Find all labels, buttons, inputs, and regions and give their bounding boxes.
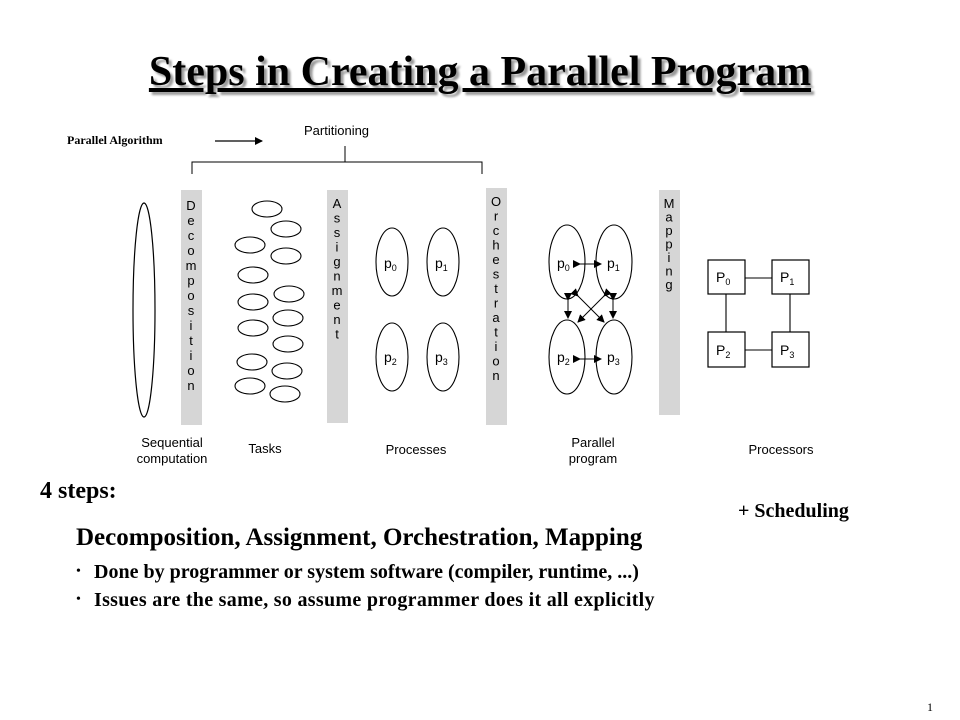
task-ellipse: [252, 201, 282, 217]
communication-arrows: [568, 264, 613, 359]
task-ellipse: [273, 336, 303, 352]
task-ellipse: [235, 378, 265, 394]
program-ellipse-p0: [549, 225, 585, 299]
processor-label-p0: $P_0$: [716, 269, 731, 287]
scheduling-note: + Scheduling: [738, 500, 849, 522]
caption-parallel-line1: Parallel: [571, 435, 615, 450]
process-label-p0: $p_0$: [384, 255, 397, 273]
processor-label-p1: $P_1$: [780, 269, 795, 287]
task-ellipse: [238, 267, 268, 283]
process-label-p3: $p_3$: [435, 349, 448, 367]
caption-processors: Processors: [748, 442, 814, 457]
page-title: Steps in Creating a Parallel Program: [148, 49, 812, 95]
task-ellipse: [271, 248, 301, 264]
task-ellipse: [238, 294, 268, 310]
steps-heading: 4 steps:: [40, 478, 117, 504]
process-ellipse-p0: [376, 228, 408, 296]
process-label-p1: $p_1$: [435, 255, 448, 273]
partitioning-bracket: [192, 162, 482, 174]
process-label-p2: $p_2$: [384, 349, 397, 367]
caption-sequential-line2: computation: [136, 451, 208, 466]
caption-processes: Processes: [385, 442, 447, 457]
sequential-computation-ellipse: [133, 203, 155, 417]
parallel-algorithm-label: Parallel Algorithm: [67, 133, 163, 147]
tasks-group: [235, 201, 304, 402]
program-label-p1: $p_1$: [607, 255, 620, 273]
steps-list: Decomposition, Assignment, Orchestration, Mapping: [76, 524, 643, 551]
task-ellipse: [274, 286, 304, 302]
processor-label-p3: $P_3$: [780, 342, 795, 360]
partitioning-label: Partitioning: [304, 123, 370, 138]
orchestration-label: O r c h e s t r a t i o n: [490, 194, 502, 383]
assignment-label: A s s i g n m e n t: [331, 196, 343, 342]
bullet-item: Done by programmer or system software (compiler, runtime, ...): [94, 561, 639, 583]
page-number: 1: [927, 700, 933, 714]
program-label-p3: $p_3$: [607, 349, 620, 367]
caption-tasks: Tasks: [248, 441, 282, 456]
bullet-dot: •: [76, 564, 81, 579]
processor-label-p2: $P_2$: [716, 342, 731, 360]
program-label-p0: $p_0$: [557, 255, 570, 273]
bullet-item: Issues are the same, so assume programmer does it all explicitly: [94, 589, 655, 611]
decomposition-label: D e c o m p o s i t i o n: [185, 198, 197, 393]
task-ellipse: [271, 221, 301, 237]
task-ellipse: [237, 354, 267, 370]
mapping-label: M a p p i n g: [663, 196, 675, 292]
bullet-dot: •: [76, 592, 81, 607]
task-ellipse: [235, 237, 265, 253]
program-label-p2: $p_2$: [557, 349, 570, 367]
task-ellipse: [238, 320, 268, 336]
caption-parallel-line2: program: [568, 451, 618, 466]
task-ellipse: [272, 363, 302, 379]
task-ellipse: [273, 310, 303, 326]
process-ellipse-p1: [427, 228, 459, 296]
process-labels: [384, 255, 448, 367]
task-ellipse: [270, 386, 300, 402]
caption-sequential-line1: Sequential: [141, 435, 203, 450]
